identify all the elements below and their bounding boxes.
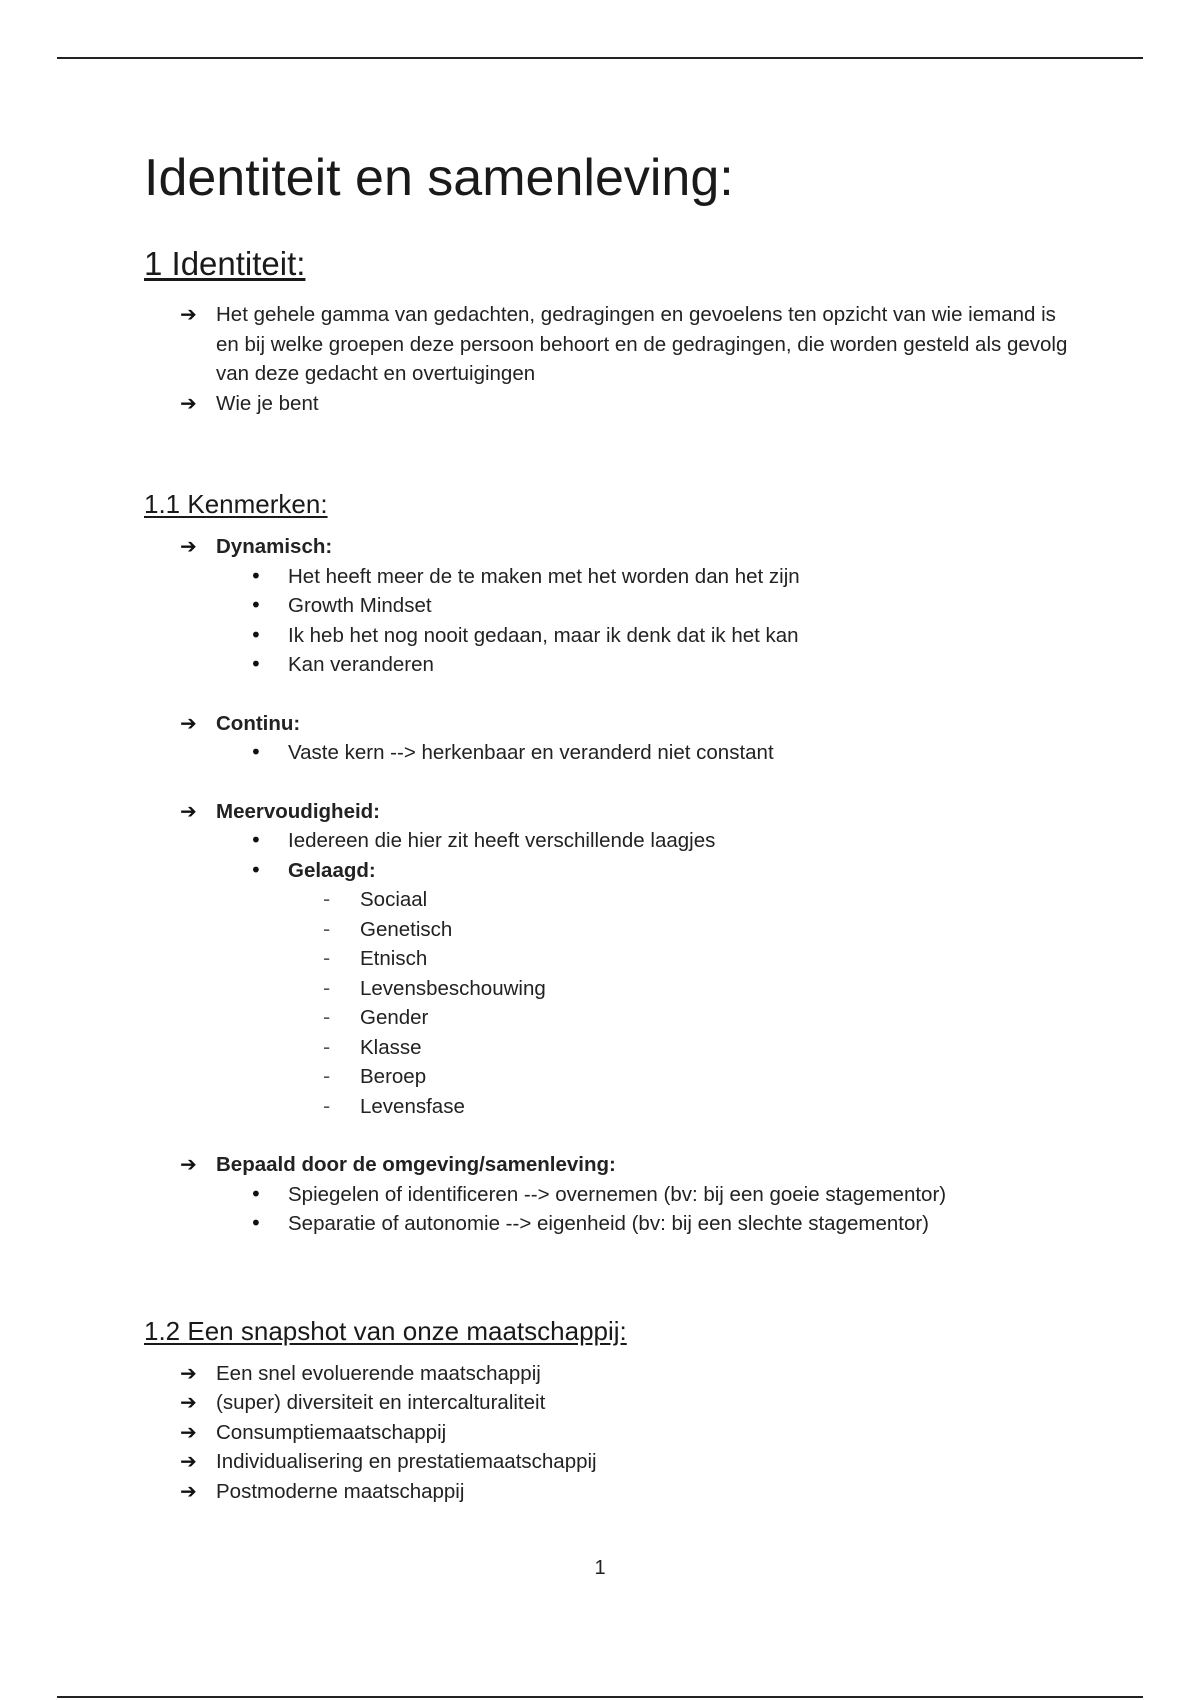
list-item	[144, 532, 1074, 680]
dash-icon: -	[323, 1093, 331, 1118]
bullet-icon: •	[250, 857, 262, 882]
list-item	[144, 944, 1074, 974]
arrow-icon: ➔	[180, 302, 197, 326]
list-item-text: Spiegelen of identificeren --> overnemen (bv: bij een goeie stagementor)	[288, 1182, 947, 1206]
arrow-icon: ➔	[180, 798, 197, 823]
list-item	[144, 300, 1074, 389]
snapshot-list	[144, 1359, 1074, 1507]
list-item-text: Individualisering en prestatiemaatschappij	[216, 1450, 597, 1473]
list-item-text: Beroep	[360, 1065, 427, 1088]
list-item	[144, 856, 1074, 1122]
kenmerken-list	[144, 532, 1074, 1239]
dash-icon: -	[323, 1064, 331, 1088]
list-item	[144, 1003, 1074, 1033]
bullet-icon: •	[250, 593, 262, 617]
list-item-text: Levensfase	[360, 1094, 465, 1118]
bullet-icon: •	[250, 1181, 262, 1206]
bullet-icon: •	[250, 1211, 262, 1235]
list-item-text: Iedereen die hier zit heeft verschillende laagjes	[288, 829, 716, 852]
gelaagd-list	[144, 885, 1074, 1121]
list-item	[144, 915, 1074, 945]
bullet-icon: •	[250, 828, 262, 852]
list-item	[144, 885, 1074, 915]
meervoudigheid-list	[144, 826, 1074, 1121]
group-label-continu: Continu:	[216, 711, 301, 735]
bullet-icon: •	[250, 740, 262, 764]
list-item	[144, 1209, 1074, 1239]
footer-rule	[57, 1696, 1143, 1698]
page-number: 1	[594, 1557, 606, 1579]
list-item	[144, 1418, 1074, 1448]
list-item	[144, 621, 1074, 651]
definition-list	[144, 300, 1074, 418]
arrow-icon: ➔	[180, 390, 197, 415]
sub-label-gelaagd: Gelaagd:	[288, 858, 376, 882]
list-item	[144, 738, 1074, 768]
arrow-icon: ➔	[180, 1419, 197, 1444]
list-item	[144, 389, 1074, 419]
list-item-text: Vaste kern --> herkenbaar en veranderd niet constant	[288, 741, 774, 764]
list-item-text: Een snel evoluerende maatschappij	[216, 1361, 541, 1385]
list-item	[144, 1447, 1074, 1477]
document-title: Identiteit en samenleving:	[144, 149, 734, 207]
group-label-meervoudigheid: Meervoudigheid:	[216, 799, 381, 823]
bullet-icon: •	[250, 563, 262, 588]
list-item	[144, 1150, 1074, 1239]
list-item-text: Het gehele gamma van gedachten, gedragingen en gevoelens ten opzicht van wie iemand is en bij welke groepen deze persoon behoort en de gedragingen, die worden gesteld als gevolg van deze gedacht en overtuigingen	[216, 303, 1068, 385]
arrow-icon: ➔	[180, 710, 197, 735]
list-item	[144, 1477, 1074, 1507]
list-item	[144, 797, 1074, 1122]
list-item	[144, 1033, 1074, 1063]
section-heading-identiteit: 1 Identiteit:	[144, 245, 306, 282]
bullet-icon: •	[250, 622, 262, 647]
list-item-text: Het heeft meer de te maken met het worden dan het zijn	[288, 564, 800, 588]
list-item	[144, 1062, 1074, 1092]
list-item	[144, 1388, 1074, 1418]
list-item	[144, 650, 1074, 680]
dynamisch-list	[144, 562, 1074, 680]
list-item-text: Sociaal	[360, 888, 428, 911]
section-heading-snapshot: 1.2 Een snapshot van onze maatschappij:	[144, 1315, 627, 1346]
list-item-text: Ik heb het nog nooit gedaan, maar ik denk dat ik het kan	[288, 623, 799, 647]
dash-icon: -	[323, 916, 331, 941]
list-item	[144, 974, 1074, 1004]
section-heading-kenmerken: 1.1 Kenmerken:	[144, 489, 328, 519]
list-item	[144, 826, 1074, 856]
arrow-icon: ➔	[180, 1390, 197, 1414]
list-item	[144, 1359, 1074, 1389]
list-item-text: Separatie of autonomie --> eigenheid (bv: bij een slechte stagementor)	[288, 1212, 930, 1235]
arrow-icon: ➔	[180, 1360, 197, 1385]
list-item	[144, 591, 1074, 621]
list-item-text: Gender	[360, 1006, 429, 1029]
dash-icon: -	[323, 887, 331, 911]
list-item-text: Wie je bent	[216, 391, 319, 415]
omgeving-list	[144, 1180, 1074, 1239]
arrow-icon: ➔	[180, 1152, 197, 1176]
list-item	[144, 709, 1074, 768]
dash-icon: -	[323, 975, 331, 1000]
dash-icon: -	[323, 1034, 331, 1059]
document-page	[144, 138, 1074, 1506]
list-item-text: Kan veranderen	[288, 653, 434, 676]
list-item	[144, 1092, 1074, 1122]
group-label-dynamisch: Dynamisch:	[216, 535, 333, 558]
arrow-icon: ➔	[180, 534, 197, 558]
bullet-icon: •	[250, 652, 262, 676]
list-item-text: (super) diversiteit en intercalturaliteit	[216, 1391, 546, 1414]
header-rule	[57, 57, 1143, 59]
arrow-icon: ➔	[180, 1449, 197, 1473]
dash-icon: -	[323, 1005, 331, 1029]
dash-icon: -	[323, 946, 331, 970]
list-item	[144, 1180, 1074, 1210]
list-item-text: Etnisch	[360, 947, 428, 970]
continu-list	[144, 738, 1074, 768]
list-item-text: Postmoderne maatschappij	[216, 1479, 465, 1503]
group-label-omgeving: Bepaald door de omgeving/samenleving:	[216, 1153, 616, 1176]
list-item-text: Growth Mindset	[288, 594, 432, 617]
list-item-text: Genetisch	[360, 917, 453, 941]
list-item	[144, 562, 1074, 592]
list-item-text: Klasse	[360, 1035, 422, 1059]
list-item-text: Consumptiemaatschappij	[216, 1420, 447, 1444]
list-item-text: Levensbeschouwing	[360, 976, 546, 1000]
arrow-icon: ➔	[180, 1478, 197, 1503]
